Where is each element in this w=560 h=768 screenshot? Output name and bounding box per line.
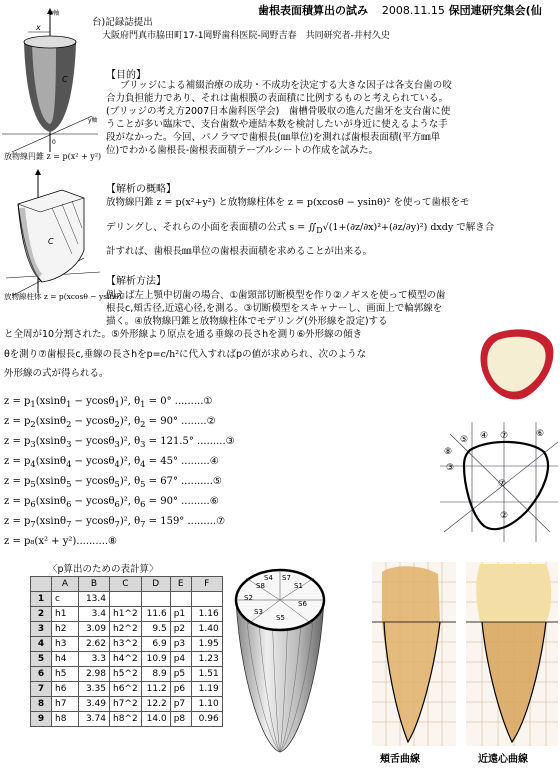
table-cell: 3.49 <box>79 697 110 712</box>
table-row <box>31 652 223 667</box>
table-cell: 1.51 <box>191 667 222 682</box>
surface-label: S5 <box>276 614 285 622</box>
svg-text:C: C <box>48 237 54 246</box>
table-row <box>31 592 223 607</box>
svg-text:②: ② <box>500 511 509 521</box>
table-cell: h6^2 <box>110 682 142 697</box>
svg-text:⑥: ⑥ <box>536 429 545 439</box>
table-cell: h2^2 <box>110 622 142 637</box>
svg-text:⑧: ⑧ <box>444 447 453 457</box>
row-header: 3 <box>31 622 52 637</box>
column-header: D <box>141 577 170 592</box>
caption-buccolingual: 頬舌曲線 <box>380 754 420 765</box>
method-heading: 【解析方法】 <box>106 276 166 287</box>
x-label: x <box>36 23 41 32</box>
table-cell: h6 <box>52 682 79 697</box>
table-cell: 1.19 <box>191 682 222 697</box>
c-label: C <box>62 75 68 84</box>
method-text: θを測り⑦歯根長c,垂線の長さhをp= <box>4 349 161 360</box>
eq-mark: ③ <box>225 436 235 447</box>
theta-value: 67° <box>160 476 178 487</box>
calc-table-title: 〈p算出のための表計算〉 <box>48 564 159 575</box>
column-header: B <box>79 577 110 592</box>
equation-2: $z = p_2(xsin\theta_2 - ycos\theta_2)^2$, $\theta_2 = 90^\circ$ ........② <box>4 416 216 429</box>
table-cell: 11.6 <box>141 607 170 622</box>
method-line: 根長c,頬舌径,近遠心径,を測る。③切断模型をスキャナーし、画面上で輪郭線を <box>106 303 443 314</box>
theta-value: 159° <box>160 516 185 527</box>
equation-6: $z = p_6(xsin\theta_6 - ycos\theta_6)^2$, $\theta_6 = 90^\circ$ .........⑥ <box>4 496 219 509</box>
table-cell: 1.40 <box>191 622 222 637</box>
theta-value: 45° <box>160 456 178 467</box>
table-cell <box>141 592 170 607</box>
caption-mesiodistal: 近遠心曲線 <box>478 754 528 765</box>
table-row <box>31 712 223 727</box>
row-header: 1 <box>31 592 52 607</box>
overview-heading: 【解析の概略】 <box>106 184 176 195</box>
equation-8: z = p₈(x² + y²)..........⑧ <box>4 536 118 547</box>
table-cell: h5^2 <box>110 667 142 682</box>
theta-value: 90° <box>160 496 178 507</box>
table-cell: 0.96 <box>191 712 222 727</box>
method-line: 外形線の式が得られる。 <box>4 368 109 379</box>
cylinder-caption: 放物線柱体 z = p(xcosθ − ysinθ)² <box>4 292 125 301</box>
table-cell: 1.95 <box>191 637 222 652</box>
table-cell: h8 <box>52 712 79 727</box>
table-cell: h4 <box>52 652 79 667</box>
surface-label: S7 <box>282 574 291 582</box>
table-header-row <box>31 577 223 592</box>
row-header: 7 <box>31 682 52 697</box>
z-axis-label: z軸 <box>50 10 60 17</box>
method-line: と全周が10分割された。⑤外形線より原点を通る垂線の長さhを測り⑥外形線の傾き <box>4 329 363 340</box>
purpose-heading: 【目的】 <box>106 70 146 81</box>
purpose-line: うことが多い臨床で、支台歯数や連結本数を検討したいが身近に使えるような手 <box>106 119 448 130</box>
purpose-line: ブリッジによる補綴治療の成功・不成功を決定する大きな因子は各支台歯の咬 <box>120 80 452 91</box>
overview-text: デリングし、それらの小面を表面積の公式 <box>106 222 287 233</box>
column-header: E <box>170 577 191 592</box>
table-cell: 8.9 <box>141 667 170 682</box>
row-header: 5 <box>31 652 52 667</box>
table-cell: 3.35 <box>79 682 110 697</box>
svg-text:③: ③ <box>446 463 455 473</box>
table-cell: 1.23 <box>191 652 222 667</box>
table-cell: h1 <box>52 607 79 622</box>
table-cell: 9.5 <box>141 622 170 637</box>
author-line1: 台)記録誌提出 <box>92 17 153 28</box>
method-line: 描く。④放物線円錐と放物線柱体でモデリング(外形線を設定)する <box>106 316 388 327</box>
table-row <box>31 667 223 682</box>
theta-value: 0° <box>160 396 172 407</box>
purpose-line: 位)でわかる歯根長-歯根表面積テーブルシートの作成を試みた。 <box>106 145 379 156</box>
table-row <box>31 622 223 637</box>
column-header: F <box>191 577 222 592</box>
table-cell: 3.09 <box>79 622 110 637</box>
overview-line3: 計すれば、歯根長㎜単位の歯根表面積を求めることが出来る。 <box>106 246 373 257</box>
row-header: 4 <box>31 637 52 652</box>
table-cell: p6 <box>170 682 191 697</box>
eq-mark: ② <box>206 416 216 427</box>
method-text: に代入すればpの値が求められ、次のような <box>179 349 367 360</box>
table-cell: p4 <box>170 652 191 667</box>
table-cell: p5 <box>170 667 191 682</box>
overview-text: で解き合 <box>456 222 495 233</box>
purpose-line: 合力負担能力であり、それは歯根膜の表面積に比例するものと考えられている。 <box>106 93 449 104</box>
table-cell: h4^2 <box>110 652 142 667</box>
equation-1: $z = p_1(xsin\theta_1 - ycos\theta_1)^2$, $\theta_1 = 0^\circ$ .........① <box>4 396 213 409</box>
title-text: 歯根表面積算出の試み <box>258 4 368 17</box>
table-cell: c <box>52 592 79 607</box>
table-cell: h3 <box>52 637 79 652</box>
table-cell: h7^2 <box>110 697 142 712</box>
surface-label: S3 <box>254 608 263 616</box>
table-cell <box>170 592 191 607</box>
column-header: A <box>52 577 79 592</box>
origin-label: 0 <box>52 139 56 146</box>
paraboloid-figure <box>2 4 102 164</box>
table-cell: p3 <box>170 637 191 652</box>
svg-text:⑦: ⑦ <box>498 479 507 489</box>
tooth-photo-mesiodistal <box>466 562 558 746</box>
eq-mark: ① <box>203 396 213 407</box>
table-cell: 12.2 <box>141 697 170 712</box>
overview-text: 放物線円錐 <box>106 197 154 208</box>
table-cell: h3^2 <box>110 637 142 652</box>
method-line: 例えば左上顎中切歯の場合、①歯頸部切断模型を作り②ノギスを使って模型の歯 <box>106 290 446 301</box>
table-cell <box>191 592 222 607</box>
table-cell: p1 <box>170 607 191 622</box>
tooth-photo-buccolingual <box>372 562 456 746</box>
table-cell: 6.9 <box>141 637 170 652</box>
author-line2: 大阪府門真市脇田町17-1岡野歯科医院-岡野吉春 共同研究者-井村久史 <box>102 31 390 41</box>
table-cell: 3.4 <box>79 607 110 622</box>
column-header: C <box>110 577 142 592</box>
table-row <box>31 682 223 697</box>
svg-text:④: ④ <box>480 431 489 441</box>
table-row <box>31 607 223 622</box>
surface-label: S2 <box>244 594 253 602</box>
row-header: 2 <box>31 607 52 622</box>
overview-line1: 放物線円錐 z = p(x²+y²) と放物線柱体を z = p(xcosθ − ysinθ)² を使って歯根をモ <box>106 197 470 208</box>
eq-mark: ⑥ <box>209 496 219 507</box>
theta-value: 121.5° <box>160 436 194 447</box>
row-header: 6 <box>31 667 52 682</box>
org: 保団連研究集会(仙 <box>448 4 542 17</box>
purpose-line: 段がなかった。今回、パノラマで歯根長(㎜単位)を測れば歯根表面積(平方㎜単 <box>106 132 441 143</box>
surface-label: S1 <box>294 582 303 590</box>
surface-label: S8 <box>256 582 265 590</box>
eq-mark: ⑦ <box>216 516 226 527</box>
equation-5: $z = p_5(xsin\theta_5 - ycos\theta_5)^2$, $\theta_5 = 67^\circ$ ..........⑤ <box>4 476 222 489</box>
table-cell: 14.0 <box>141 712 170 727</box>
outline-diagram <box>440 422 558 542</box>
root-surface-model <box>226 566 330 756</box>
table-cell: 1.16 <box>191 607 222 622</box>
method-line-formula: θを測り⑦歯根長c,垂線の長さhをp=c/h²に代入すればpの値が求められ、次のような <box>4 349 367 360</box>
table-row <box>31 697 223 712</box>
theta-value: 90° <box>160 416 178 427</box>
table-cell: p7 <box>170 697 191 712</box>
table-cell: 3.3 <box>79 652 110 667</box>
page-title <box>258 2 542 18</box>
table-cell: p8 <box>170 712 191 727</box>
table-cell: h8^2 <box>110 712 142 727</box>
table-cell: 3.74 <box>79 712 110 727</box>
table-cell: p2 <box>170 622 191 637</box>
equation-7: $z = p_7(xsin\theta_7 - ycos\theta_7)^2$, $\theta_7 = 159^\circ$ .........⑦ <box>4 516 226 529</box>
overview-text: と放物線柱体を <box>218 197 285 208</box>
purpose-line: (ブリッジの考え方2007日本歯科医学会) 歯槽骨吸収の進んだ歯牙を支台歯に使 <box>106 106 451 117</box>
table-cell: 2.62 <box>79 637 110 652</box>
equation-3: $z = p_3(xsin\theta_3 - ycos\theta_3)^2$, $\theta_3 = 121.5^\circ$ .........③ <box>4 436 235 449</box>
overview-line2: デリングし、それらの小面を表面積の公式 $s = ∬_D√(1+(\partial z/\partial x)^2+(\partial z/\partial y)^2)$ dxdy で解き合 <box>106 222 495 235</box>
svg-text:⑦: ⑦ <box>500 431 509 441</box>
column-header <box>31 577 52 592</box>
calc-table <box>30 576 223 727</box>
table-cell: 10.9 <box>141 652 170 667</box>
table-cell: h7 <box>52 697 79 712</box>
table-cell: 2.98 <box>79 667 110 682</box>
table-cell: 11.2 <box>141 682 170 697</box>
overview-text: を使って歯根をモ <box>393 197 470 208</box>
tooth-section-photo <box>474 326 558 406</box>
paraboloid-caption: 放物線円錐 z = p(x² + y²) <box>4 152 102 161</box>
equation-4: $z = p_4(xsin\theta_4 - ycos\theta_4)^2$, $\theta_4 = 45^\circ$ .........④ <box>4 456 219 469</box>
table-cell <box>110 592 142 607</box>
table-cell: h2 <box>52 622 79 637</box>
table-cell: h5 <box>52 667 79 682</box>
eq-mark: ⑤ <box>212 476 222 487</box>
row-header: 9 <box>31 712 52 727</box>
row-header: 8 <box>31 697 52 712</box>
svg-text:⑤: ⑤ <box>460 435 469 445</box>
surface-label: S4 <box>264 574 273 582</box>
y-axis-label: y軸 <box>88 117 98 124</box>
eq-mark: ④ <box>209 456 219 467</box>
table-cell: 1.10 <box>191 697 222 712</box>
surface-label: S6 <box>298 600 307 608</box>
parabolic-cylinder-figure <box>2 168 102 300</box>
table-row <box>31 637 223 652</box>
table-cell: h1^2 <box>110 607 142 622</box>
date: 2008.11.15 <box>381 4 445 17</box>
table-cell: 13.4 <box>79 592 110 607</box>
